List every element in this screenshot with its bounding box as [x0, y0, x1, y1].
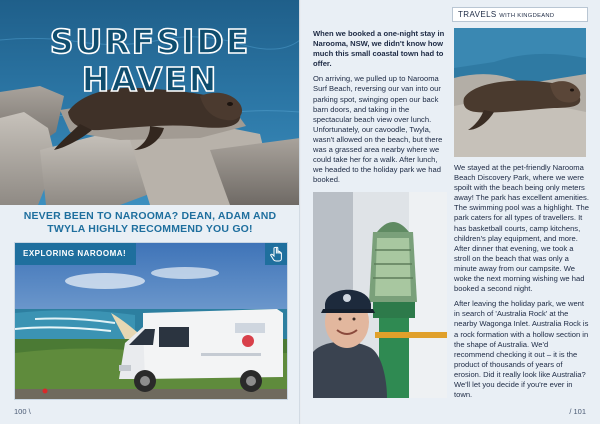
- campervan-image: [15, 243, 288, 400]
- campervan-photo: [14, 242, 288, 400]
- article-subhead: NEVER BEEN TO NAROOMA? DEAN, ADAM AND TWYLA HIGHLY RECOMMEND YOU GO!: [23, 210, 277, 235]
- selfie-image: [313, 192, 447, 398]
- exploring-narooma-tab: EXPLORING NAROOMA!: [15, 243, 136, 265]
- article-paragraph: We stayed at the pet-friendly Narooma Beach Discovery Park, where we were spoilt with the beach being only meters away! The park has excellent amenities. The swimming pool was a highlight. The park caters for all types of travellers. It has basketball courts, camp kitchens, children's play equipment, and more. After dinner that evening, we took a stroll on the beach that was only a minute away from our campsite. We woke the next morning wishing we had booked a second night.: [454, 163, 589, 294]
- page-number-left: 100 \: [14, 407, 31, 416]
- article-paragraph: After leaving the holiday park, we went in search of 'Australia Rock' at the nearby Wagonga Inlet. Australia Rock is a rock formation with a hollow section in the shape of Australia. We'd recommend checking it out – it is the product of thousands of years of erosion. Did it really look like Australia? We'll let you decide if you're ever in town.: [454, 299, 589, 400]
- article-paragraph: On arriving, we pulled up to Narooma Surf Beach, reversing our van into our parking spot, swinging open our back barn doors, and taking in the spectacular beach view over lunch. Unfortunately, our cavoodle, Twyla, wasn't allowed on the beach, but there was a grassed area nearby where we could take her for a walk. After lunch, we headed to the holiday park we had booked.: [313, 74, 443, 185]
- page-number-right: / 101: [569, 407, 586, 416]
- section-tag-sub: WITH KINGDEAND: [499, 13, 555, 19]
- section-tag-main: TRAVELS: [458, 10, 497, 19]
- article-column-2: [454, 163, 590, 405]
- hero-photo-seal-on-rocks: [0, 0, 300, 205]
- article-column-1: [313, 29, 447, 190]
- hero-title-line2: HAVEN: [81, 60, 219, 99]
- seal-photo: [454, 28, 586, 157]
- hand-pointer-icon: [265, 243, 287, 265]
- article-lead-paragraph: When we booked a one-night stay in Narooma, NSW, we didn't know how much this small coastal town had to offer.: [313, 29, 445, 69]
- section-tag-travels: [452, 7, 588, 22]
- spine-gutter: [299, 0, 301, 424]
- hero-title-line1: SURFSIDE: [49, 22, 251, 61]
- seal-image: [454, 28, 586, 157]
- lighthouse-selfie-photo: [313, 192, 447, 398]
